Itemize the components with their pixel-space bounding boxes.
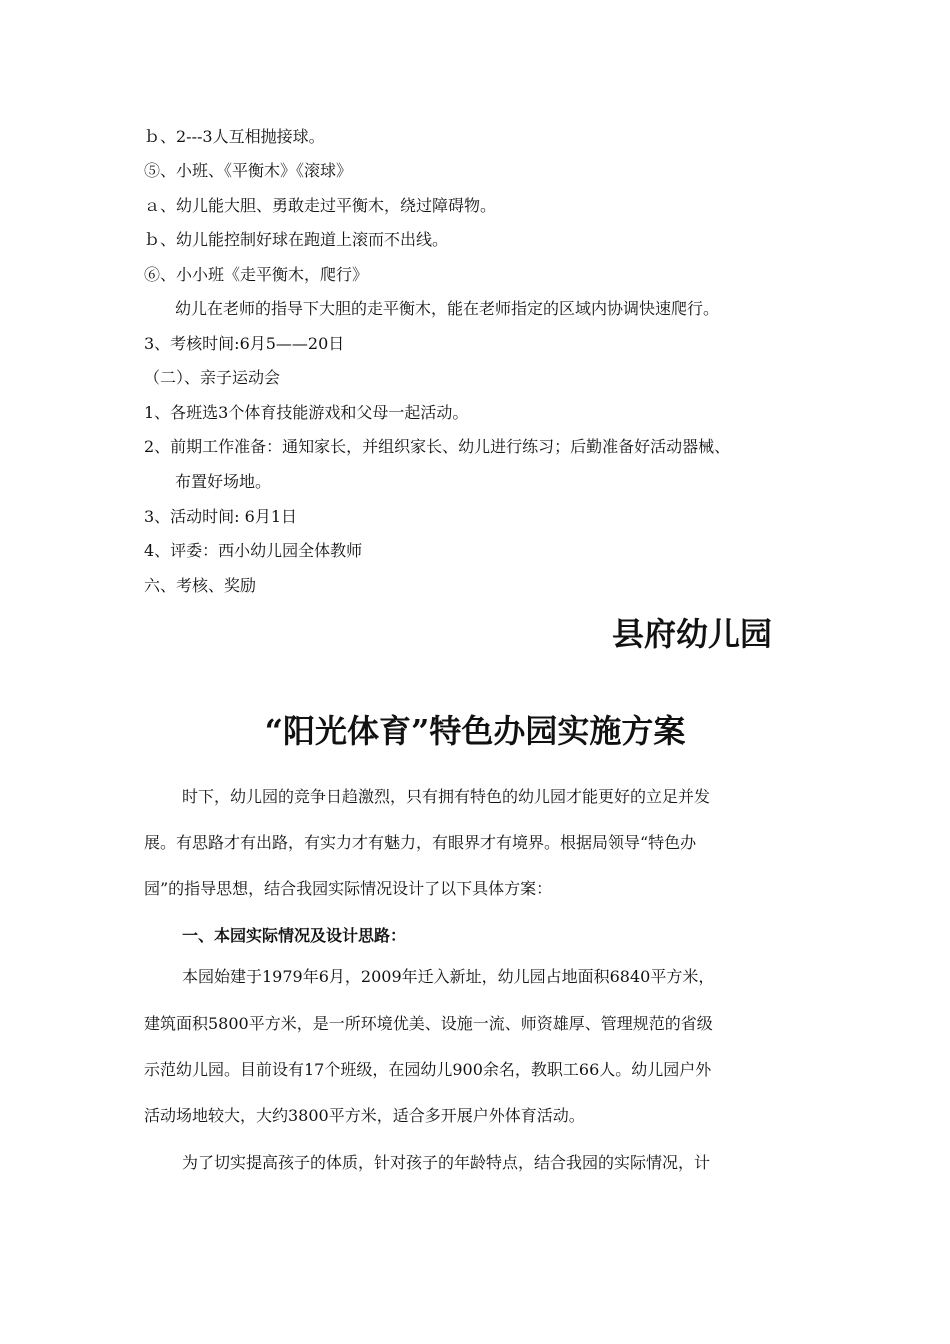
text-line: ｂ、2---3人互相抛接球。 xyxy=(144,127,325,146)
text-line: ⑥、小小班《走平衡木，爬行》 xyxy=(144,265,369,284)
text-line: 3、活动时间: 6月1日 xyxy=(144,507,298,526)
text-line: 4、评委：西小幼儿园全体教师 xyxy=(144,541,363,560)
text-line: 3、考核时间:6月5——20日 xyxy=(144,334,345,353)
section-heading: 一、本园实际情况及设计思路： xyxy=(182,926,407,945)
text-line: ⑤、小班、《平衡木》《滚球》 xyxy=(144,161,353,180)
text-line: 六、考核、奖励 xyxy=(144,576,257,595)
text-line: 1、各班选3个体育技能游戏和父母一起活动。 xyxy=(144,403,469,422)
text-line: 布置好场地。 xyxy=(175,472,272,491)
paragraph-line: 时下，幼儿园的竞争日趋激烈，只有拥有特色的幼儿园才能更好的立足并发 xyxy=(182,787,711,806)
paragraph-line: 示范幼儿园。目前设有17个班级，在园幼儿900余名，教职工66人。幼儿园户外 xyxy=(144,1060,712,1079)
paragraph-line: 本园始建于1979年6月，2009年迁入新址，幼儿园占地面积6840平方米， xyxy=(182,967,715,986)
text-line: ｂ、幼儿能控制好球在跑道上滚而不出线。 xyxy=(144,230,449,249)
text-line: （二）、亲子运动会 xyxy=(144,368,281,387)
paragraph-line: 建筑面积5800平方米，是一所环境优美、设施一流、师资雄厚、管理规范的省级 xyxy=(144,1014,713,1033)
org-title: 县府幼儿园 xyxy=(612,615,773,653)
text-line: 2、前期工作准备：通知家长，并组织家长、幼儿进行练习；后勤准备好活动器械、 xyxy=(144,437,731,456)
paragraph-line: 为了切实提高孩子的体质，针对孩子的年龄特点，结合我园的实际情况，计 xyxy=(182,1153,711,1172)
text-line: ａ、幼儿能大胆、勇敢走过平衡木，绕过障碍物。 xyxy=(144,196,497,215)
text-line: 幼儿在老师的指导下大胆的走平衡木，能在老师指定的区域内协调快速爬行。 xyxy=(175,299,720,318)
paragraph-line: 园”的指导思想，结合我园实际情况设计了以下具体方案： xyxy=(144,879,553,898)
paragraph-line: 活动场地较大，大约3800平方米，适合多开展户外体育活动。 xyxy=(144,1106,585,1125)
page-title: “阳光体育”特色办园实施方案 xyxy=(264,712,686,750)
paragraph-line: 展。有思路才有出路，有实力才有魅力，有眼界才有境界。根据局领导“特色办 xyxy=(144,833,697,852)
